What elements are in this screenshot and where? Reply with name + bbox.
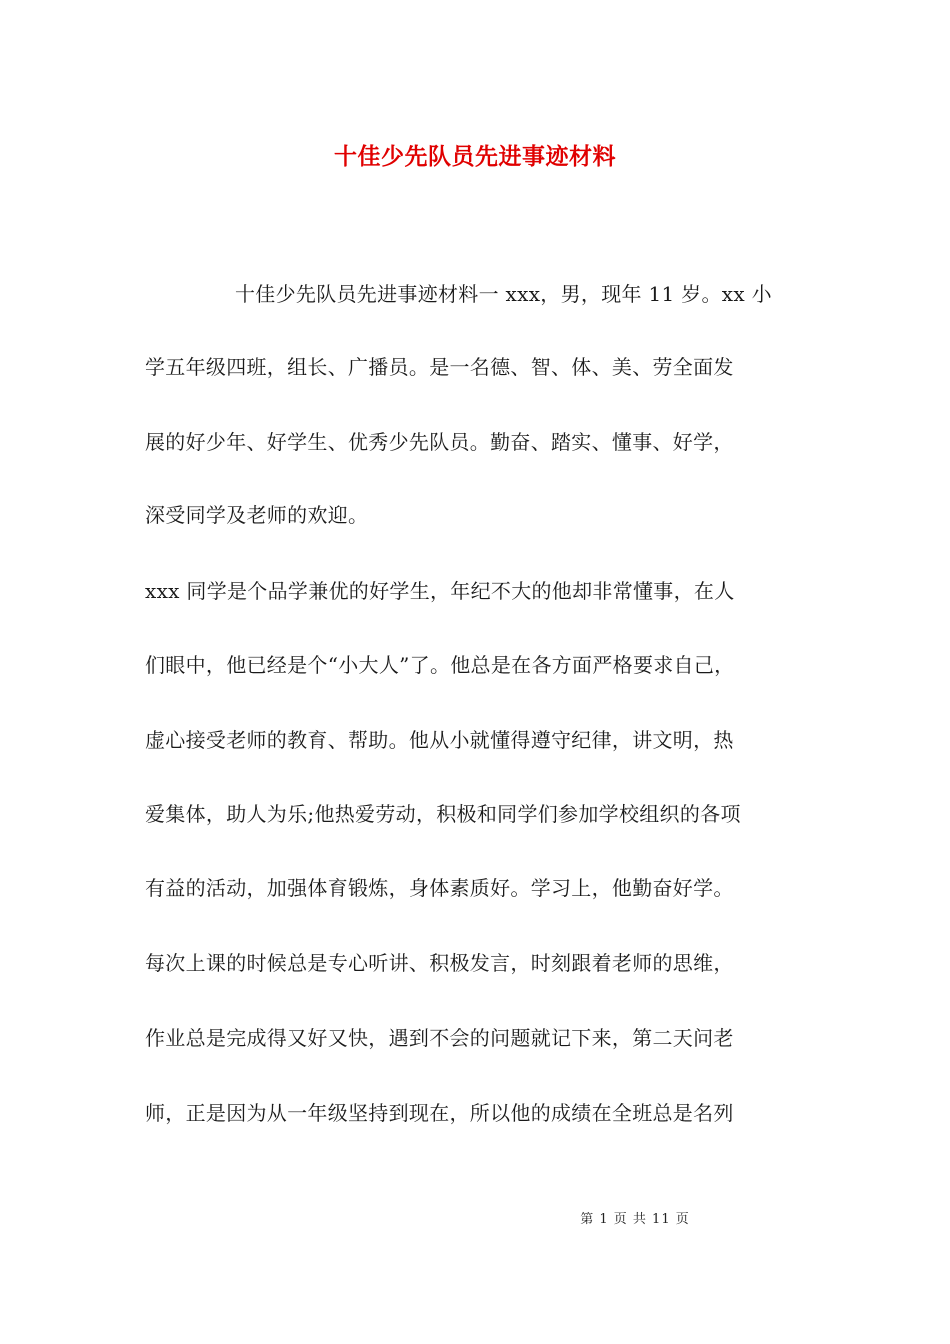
- paragraph-line: 学五年级四班，组长、广播员。是一名德、智、体、美、劳全面发: [145, 355, 734, 379]
- paragraph-line: 虚心接受老师的教育、帮助。他从小就懂得遵守纪律，讲文明，热: [145, 728, 734, 752]
- paragraph-line: 每次上课的时候总是专心听讲、积极发言，时刻跟着老师的思维，: [145, 951, 734, 975]
- paragraph-line: xxx 同学是个品学兼优的好学生，年纪不大的他却非常懂事，在人: [145, 579, 735, 603]
- paragraph-line: 爱集体，助人为乐;他热爱劳动，积极和同学们参加学校组织的各项: [145, 802, 741, 826]
- paragraph-line: 作业总是完成得又好又快，遇到不会的问题就记下来，第二天问老: [145, 1026, 734, 1050]
- page-number-footer: 第 1 页 共 11 页: [580, 1212, 690, 1227]
- paragraph-line: 十佳少先队员先进事迹材料一 xxx，男，现年 11 岁。xx 小: [235, 282, 772, 306]
- document-title: 十佳少先队员先进事迹材料: [334, 143, 616, 170]
- paragraph-line: 有益的活动，加强体育锻炼，身体素质好。学习上，他勤奋好学。: [145, 876, 734, 900]
- paragraph-line: 展的好少年、好学生、优秀少先队员。勤奋、踏实、懂事、好学，: [145, 430, 734, 454]
- paragraph-line: 师，正是因为从一年级坚持到现在，所以他的成绩在全班总是名列: [145, 1101, 734, 1125]
- paragraph-line: 们眼中，他已经是个“小大人”了。他总是在各方面严格要求自己，: [145, 653, 735, 677]
- paragraph-line: 深受同学及老师的欢迎。: [145, 503, 369, 527]
